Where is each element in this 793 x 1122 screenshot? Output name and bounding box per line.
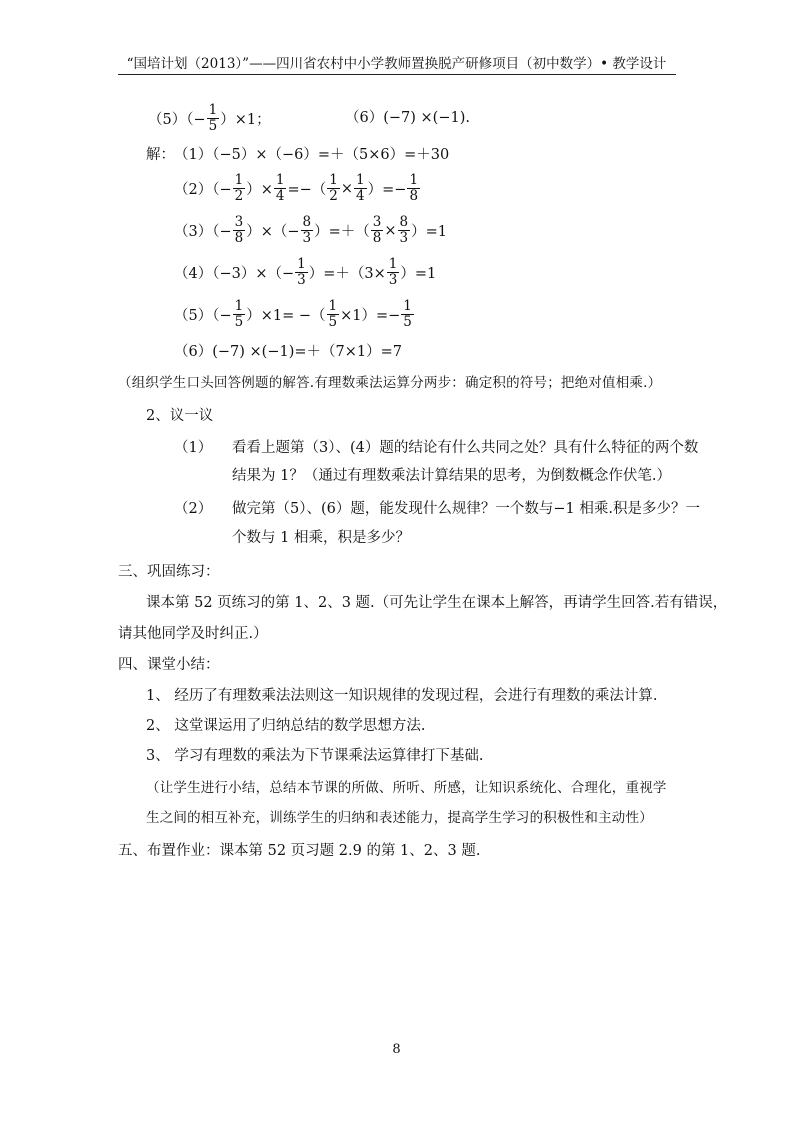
- practice-line-1: 课本第 52 页练习的第 1、2、3 题.（可先让学生在课本上解答，再请学生回答.若有错误，: [146, 595, 728, 611]
- math-text: （5）（−: [174, 308, 232, 324]
- math-text: （2）（−: [174, 182, 232, 198]
- header-divider: [118, 74, 676, 75]
- fraction: [233, 299, 246, 330]
- fraction: [407, 173, 420, 204]
- denominator: 5: [328, 314, 338, 330]
- fraction: [354, 173, 367, 204]
- math-text: =−（: [287, 182, 327, 198]
- math-text: ）=＋（: [314, 224, 370, 240]
- numerator: 8: [399, 214, 409, 230]
- fraction: [233, 173, 246, 204]
- practice-line-2: 请其他同学及时纠正.）: [118, 626, 268, 642]
- numerator: 8: [302, 214, 312, 230]
- solution-3: [174, 215, 447, 246]
- fraction: [274, 173, 287, 204]
- math-text: ）=1: [411, 224, 447, 240]
- denominator: 3: [399, 230, 409, 246]
- solution-6: （6）(−7) ×(−1)=＋（7×1）=7: [174, 344, 402, 360]
- numerator: 1: [388, 256, 398, 272]
- denominator: 5: [208, 118, 218, 134]
- fraction: [327, 173, 340, 204]
- numerator: 1: [234, 172, 244, 188]
- denominator: 2: [329, 188, 338, 204]
- math-text: ×: [384, 222, 397, 239]
- numerator: 1: [234, 298, 244, 314]
- summary-item-2: 2、 这堂课运用了归纳总结的数学思想方法.: [146, 718, 426, 734]
- math-text: （4）（−3）×（−: [174, 266, 295, 282]
- fraction: [207, 103, 220, 134]
- section-discuss-heading: 2、议一议: [146, 408, 214, 424]
- question-1-line-1: 看看上题第（3）、(4）题的结论有什么共同之处？具有什么特征的两个数: [232, 440, 699, 456]
- fraction: [295, 257, 308, 288]
- question-2-line-1: 做完第（5）、(6）题，能发现什么规律？一个数与−1 相乘.积是多少？一: [232, 501, 700, 517]
- summary-item-1: 1、 经历了有理数乘法法则这一知识规律的发现过程，会进行有理数的乘法计算.: [146, 688, 658, 704]
- section-practice-heading: 三、巩固练习：: [118, 564, 220, 580]
- denominator: 5: [403, 314, 412, 330]
- teaching-note: （组织学生口头回答例题的解答.有理数乘法运算分两步：确定积的符号；把绝对值相乘.）: [118, 375, 662, 391]
- math-text: （3）（−: [174, 224, 232, 240]
- math-text: ）×1= −（: [246, 308, 326, 324]
- math-text: ）×（−: [246, 224, 300, 240]
- solution-1: （1）（−5）×（−6）=＋（5×6）=＋30: [174, 147, 450, 163]
- problem-5-label: （5）（−: [148, 112, 206, 128]
- denominator: 8: [372, 230, 382, 246]
- fraction: [371, 215, 384, 246]
- solution-5: [174, 299, 415, 330]
- page-number: 8: [392, 1042, 401, 1057]
- math-text: ）=1: [400, 266, 437, 282]
- question-2-line-2: 个数与 1 相乘，积是多少？: [232, 530, 410, 546]
- numerator: 1: [356, 172, 365, 188]
- math-text: ）=−: [367, 182, 407, 198]
- question-1-number: （1）: [174, 440, 213, 456]
- denominator: 3: [302, 230, 312, 246]
- numerator: 1: [329, 172, 338, 188]
- math-text: ）×: [246, 182, 273, 198]
- solution-intro: 解：: [146, 147, 175, 163]
- math-text: ×1）=−: [340, 308, 401, 324]
- denominator: 5: [234, 314, 244, 330]
- homework-line: 五、布置作业：课本第 52 页习题 2.9 的第 1、2、3 题.: [118, 843, 481, 859]
- denominator: 8: [409, 188, 419, 204]
- fraction: [233, 215, 246, 246]
- numerator: 3: [372, 214, 382, 230]
- denominator: 4: [356, 188, 365, 204]
- numerator: 1: [328, 298, 338, 314]
- denominator: 4: [275, 188, 285, 204]
- solution-4: [174, 257, 436, 288]
- numerator: 1: [208, 102, 218, 118]
- fraction: [327, 299, 340, 330]
- fraction: [387, 257, 400, 288]
- denominator: 2: [234, 188, 244, 204]
- problem-5-tail: ）×1；: [220, 112, 271, 128]
- solution-2: [174, 173, 421, 204]
- denominator: 3: [297, 272, 306, 288]
- question-2-number: （2）: [174, 501, 213, 517]
- summary-item-3: 3、 学习有理数的乘法为下节课乘法运算律打下基础.: [146, 748, 484, 764]
- math-text: ×: [340, 180, 354, 197]
- numerator: 1: [409, 172, 419, 188]
- fraction: [301, 215, 314, 246]
- page-header: “国培计划（2013）”——四川省农村中小学教师置换脱产研修项目（初中数学）• 教学设计: [126, 56, 667, 72]
- numerator: 1: [403, 298, 412, 314]
- numerator: 1: [275, 172, 285, 188]
- question-1-line-2: 结果为 1？（通过有理数乘法计算结果的思考，为倒数概念作伏笔.）: [232, 468, 671, 484]
- problem-5: [148, 103, 271, 134]
- denominator: 8: [234, 230, 244, 246]
- summary-note-line-2: 生之间的相互补充，训练学生的归纳和表述能力，提高学生学习的积极性和主动性）: [146, 810, 653, 826]
- numerator: 1: [297, 256, 306, 272]
- fraction: [398, 215, 411, 246]
- problem-6: （6）(−7) ×(−1).: [345, 110, 470, 126]
- numerator: 3: [234, 214, 244, 230]
- denominator: 3: [388, 272, 398, 288]
- section-summary-heading: 四、课堂小结：: [118, 657, 220, 673]
- summary-note-line-1: （让学生进行小结，总结本节课的所做、所听、所感，让知识系统化、合理化，重视学: [146, 780, 667, 796]
- math-text: ）=＋（3×: [308, 266, 386, 282]
- fraction: [401, 299, 414, 330]
